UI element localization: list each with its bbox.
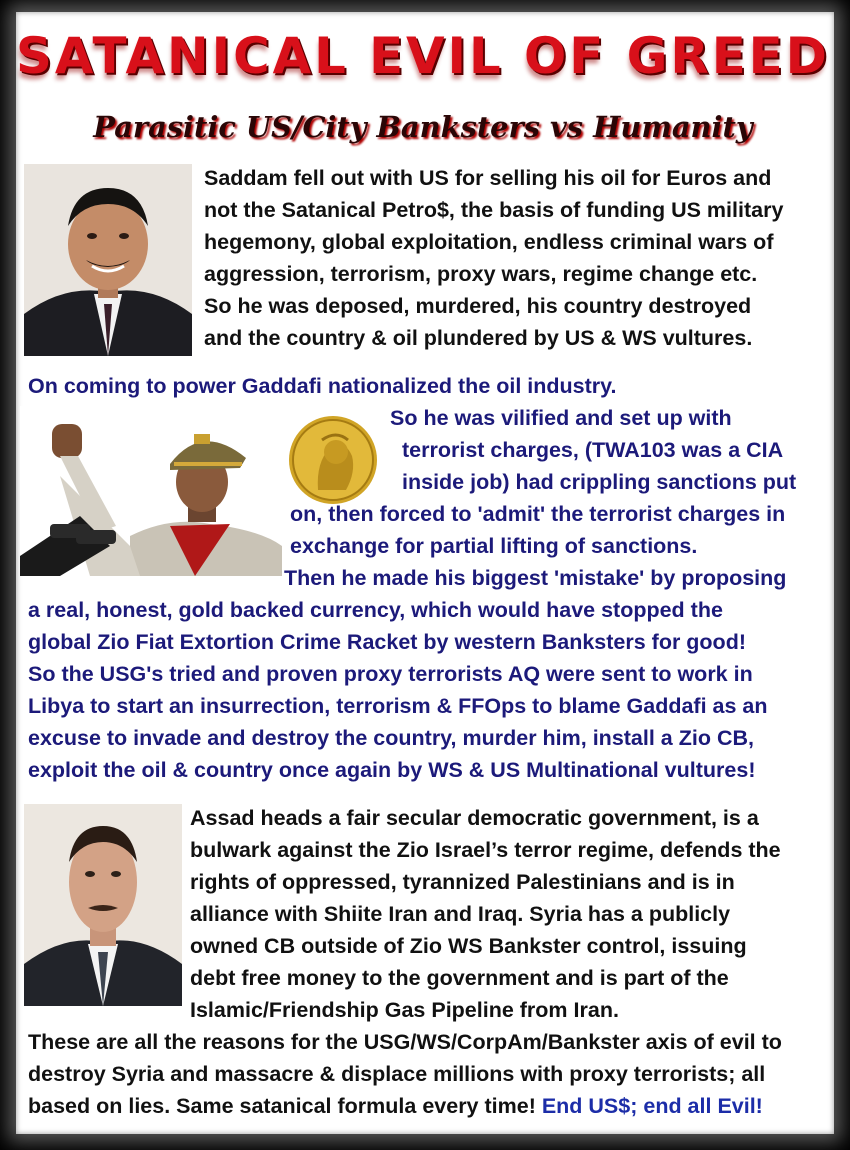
assad-line: bulwark against the Zio Israel’s terror regime, defends the: [190, 838, 781, 862]
assad-line: Assad heads a fair secular democratic government, is a: [190, 806, 759, 830]
conclusion-last-line: [28, 1090, 782, 1122]
conclusion-line: These are all the reasons for the USG/WS/CorpAm/Bankster axis of evil to: [28, 1030, 782, 1054]
gaddafi-line: So he was vilified and set up with: [390, 406, 732, 430]
assad-line: alliance with Shiite Iran and Iraq. Syria has a publicly: [190, 902, 731, 926]
assad-paragraph: [190, 802, 781, 1026]
saddam-line: not the Satanical Petro$, the basis of funding US military: [204, 198, 784, 222]
gaddafi-line: exchange for partial lifting of sanctions.: [290, 534, 698, 558]
conclusion-last-text: based on lies. Same satanical formula every time!: [28, 1094, 542, 1118]
poster-title: SATANICAL EVIL OF GREED: [16, 27, 830, 85]
saddam-paragraph: [204, 162, 783, 354]
gaddafi-line: on, then forced to 'admit' the terrorist charges in: [290, 502, 786, 526]
gaddafi-line: terrorist charges, (TWA103 was a CIA: [402, 438, 784, 462]
gaddafi-beside-coin: [390, 402, 796, 498]
assad-line: owned CB outside of Zio WS Bankster control, issuing: [190, 934, 747, 958]
conclusion-line: destroy Syria and massacre & displace millions with proxy terrorists; all: [28, 1062, 766, 1086]
gaddafi-line: inside job) had crippling sanctions put: [402, 470, 797, 494]
saddam-line: hegemony, global exploitation, endless criminal wars of: [204, 230, 774, 254]
poster-subtitle: Parasitic US/City Banksters vs Humanity: [93, 110, 753, 144]
poster-card: [16, 12, 834, 1134]
assad-line: debt free money to the government and is part of the: [190, 966, 729, 990]
gaddafi-line: global Zio Fiat Extortion Crime Racket by western Banksters for good!: [28, 630, 746, 654]
saddam-line: aggression, terrorism, proxy wars, regime change etc.: [204, 262, 758, 286]
gaddafi-photo: [20, 406, 282, 576]
gaddafi-line: So the USG's tried and proven proxy terrorists AQ were sent to work in: [28, 662, 753, 686]
gaddafi-line: Then he made his biggest 'mistake' by proposing: [284, 566, 787, 590]
saddam-photo: [24, 164, 192, 356]
gold-coin-image: [286, 412, 380, 508]
saddam-line: So he was deposed, murdered, his country destroyed: [204, 294, 752, 318]
gaddafi-full-paragraph: [28, 562, 786, 786]
assad-line: rights of oppressed, tyrannized Palestinians and is in: [190, 870, 735, 894]
gaddafi-intro: On coming to power Gaddafi nationalized the oil industry.: [28, 374, 617, 398]
saddam-line: Saddam fell out with US for selling his oil for Euros and: [204, 166, 772, 190]
gaddafi-beside-photo: [290, 498, 785, 562]
assad-photo: [24, 804, 182, 1006]
conclusion-paragraph: [28, 1026, 782, 1122]
gaddafi-line: a real, honest, gold backed currency, which would have stopped the: [28, 598, 723, 622]
gaddafi-line: Libya to start an insurrection, terrorism & FFOps to blame Gaddafi as an: [28, 694, 768, 718]
gaddafi-line: exploit the oil & country once again by WS & US Multinational vultures!: [28, 758, 756, 782]
assad-line: Islamic/Friendship Gas Pipeline from Iran.: [190, 998, 619, 1022]
gaddafi-line: excuse to invade and destroy the country, murder him, install a Zio CB,: [28, 726, 754, 750]
saddam-line: and the country & oil plundered by US & WS vultures.: [204, 326, 753, 350]
final-call: End US$; end all Evil!: [541, 1094, 763, 1118]
